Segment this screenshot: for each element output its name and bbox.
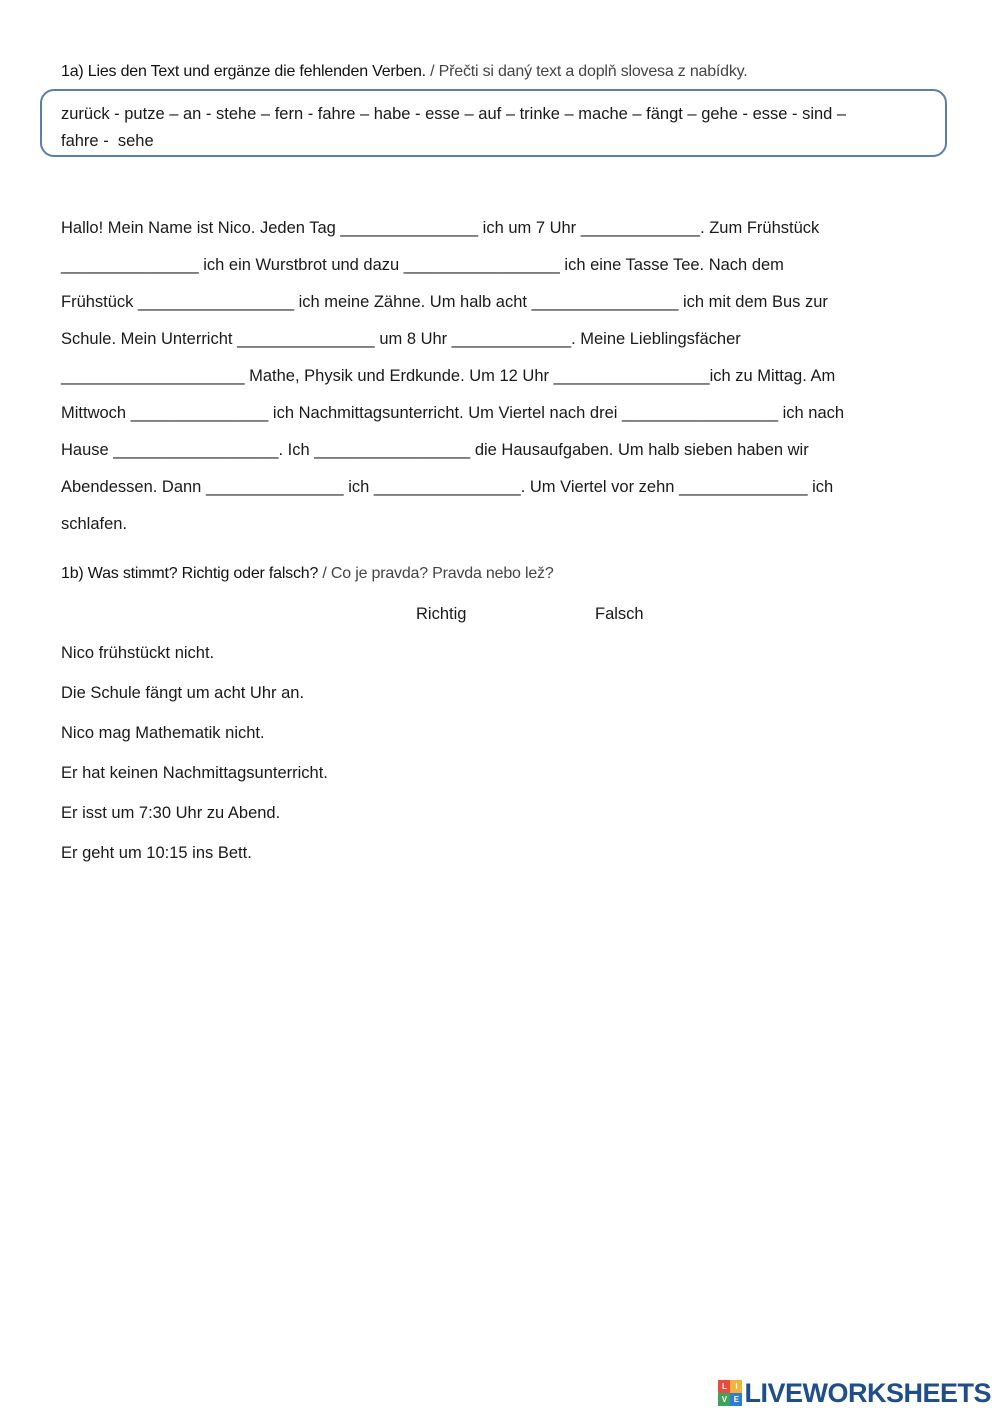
- richtig-choice[interactable]: [404, 640, 484, 668]
- column-falsch: Falsch: [595, 605, 644, 623]
- answer-blank[interactable]: _________________: [403, 256, 560, 274]
- text-segment: . Ich: [278, 441, 315, 459]
- statement: Er isst um 7:30 Uhr zu Abend.: [61, 804, 281, 822]
- text-segment: Hause: [61, 441, 114, 459]
- answer-blank[interactable]: _________________: [553, 367, 710, 385]
- answer-blank[interactable]: __________________: [113, 441, 279, 459]
- logo-square: E: [730, 1393, 742, 1406]
- text-line: [61, 441, 809, 460]
- text-line: [61, 367, 835, 386]
- answer-blank[interactable]: _______________: [61, 256, 199, 274]
- word-bank-box: [40, 89, 947, 157]
- column-richtig: Richtig: [416, 605, 467, 623]
- exercise-a-title: [61, 63, 748, 81]
- text-segment: . Um Viertel vor zehn: [520, 478, 680, 496]
- falsch-choice[interactable]: [580, 640, 660, 668]
- richtig-choice[interactable]: [404, 720, 484, 748]
- text-segment: ich: [807, 478, 834, 496]
- falsch-choice[interactable]: [580, 840, 660, 868]
- text-segment: ich Nachmittagsunterricht. Um Viertel nach drei: [268, 404, 623, 422]
- text-segment: ich ein Wurstbrot und dazu: [198, 256, 404, 274]
- text-segment: ich: [343, 478, 374, 496]
- text-segment: Schule. Mein Unterricht: [61, 330, 238, 348]
- answer-blank[interactable]: ______________: [679, 478, 808, 496]
- answer-blank[interactable]: ____________________: [61, 367, 245, 385]
- liveworksheets-logo: [718, 1378, 991, 1408]
- liveworksheets-logo-icon: [718, 1380, 742, 1406]
- text-segment: ich zu Mittag. Am: [709, 367, 836, 385]
- falsch-choice[interactable]: [580, 680, 660, 708]
- answer-blank[interactable]: _______________: [130, 404, 269, 422]
- answer-blank[interactable]: _____________: [451, 330, 572, 348]
- falsch-choice[interactable]: [580, 720, 660, 748]
- statement: Nico mag Mathematik nicht.: [61, 724, 265, 742]
- word-bank-text: zurück - putze – an - stehe – fern - fahre – habe - esse – auf – trinke – mache – fängt – gehe - esse - sind – fahre - sehe: [61, 105, 847, 150]
- text-line: [61, 330, 741, 349]
- answer-blank[interactable]: _______________: [237, 330, 375, 348]
- text-segment: ich um 7 Uhr: [478, 219, 581, 237]
- answer-blank[interactable]: _________________: [138, 293, 295, 311]
- richtig-choice[interactable]: [404, 680, 484, 708]
- exercise-a-title-de: 1a) Lies den Text und ergänze die fehlenden Verben.: [61, 63, 426, 80]
- statement: Er hat keinen Nachmittagsunterricht.: [61, 764, 328, 782]
- answer-blank[interactable]: _____________: [580, 219, 701, 237]
- liveworksheets-logo-text: LIVEWORKSHEETS: [744, 1377, 991, 1408]
- falsch-choice[interactable]: [580, 760, 660, 788]
- text-line: [61, 256, 784, 275]
- text-line: [61, 478, 833, 497]
- text-segment: ich nach: [778, 404, 845, 422]
- statement: Nico frühstückt nicht.: [61, 644, 215, 662]
- logo-square: I: [730, 1380, 742, 1393]
- richtig-choice[interactable]: [404, 840, 484, 868]
- text-segment: Hallo! Mein Name ist Nico. Jeden Tag: [61, 219, 341, 237]
- text-line: [61, 293, 828, 312]
- statement: Er geht um 10:15 ins Bett.: [61, 844, 252, 862]
- text-segment: Mittwoch: [61, 404, 131, 422]
- exercise-b-title-de: 1b) Was stimmt? Richtig oder falsch?: [61, 565, 319, 582]
- answer-blank[interactable]: _________________: [622, 404, 779, 422]
- exercise-a-title-cz: / Přečti si daný text a doplň slovesa z nabídky.: [425, 63, 748, 80]
- text-segment: ich meine Zähne. Um halb acht: [294, 293, 532, 311]
- logo-square: V: [718, 1393, 730, 1406]
- falsch-choice[interactable]: [580, 800, 660, 828]
- text-segment: schlafen.: [61, 515, 128, 533]
- text-segment: ich mit dem Bus zur: [678, 293, 828, 311]
- richtig-choice[interactable]: [404, 760, 484, 788]
- text-line: [61, 219, 819, 238]
- exercise-b-title: [61, 565, 554, 583]
- answer-blank[interactable]: ________________: [531, 293, 679, 311]
- text-line: [61, 404, 844, 423]
- answer-blank[interactable]: _________________: [314, 441, 471, 459]
- text-line: [61, 515, 127, 534]
- text-segment: . Zum Frühstück: [700, 219, 820, 237]
- text-segment: ich eine Tasse Tee. Nach dem: [559, 256, 784, 274]
- answer-blank[interactable]: _______________: [205, 478, 344, 496]
- richtig-choice[interactable]: [404, 800, 484, 828]
- logo-square: L: [718, 1380, 730, 1393]
- text-segment: . Meine Lieblingsfächer: [571, 330, 741, 348]
- answer-blank[interactable]: _______________: [340, 219, 479, 237]
- text-segment: Frühstück: [61, 293, 139, 311]
- answer-blank[interactable]: ________________: [373, 478, 521, 496]
- text-segment: Abendessen. Dann: [61, 478, 206, 496]
- statement: Die Schule fängt um acht Uhr an.: [61, 684, 305, 702]
- text-segment: Mathe, Physik und Erdkunde. Um 12 Uhr: [244, 367, 554, 385]
- exercise-b-title-cz: / Co je pravda? Pravda nebo lež?: [318, 565, 554, 582]
- text-segment: die Hausaufgaben. Um halb sieben haben wir: [470, 441, 809, 459]
- text-segment: um 8 Uhr: [374, 330, 452, 348]
